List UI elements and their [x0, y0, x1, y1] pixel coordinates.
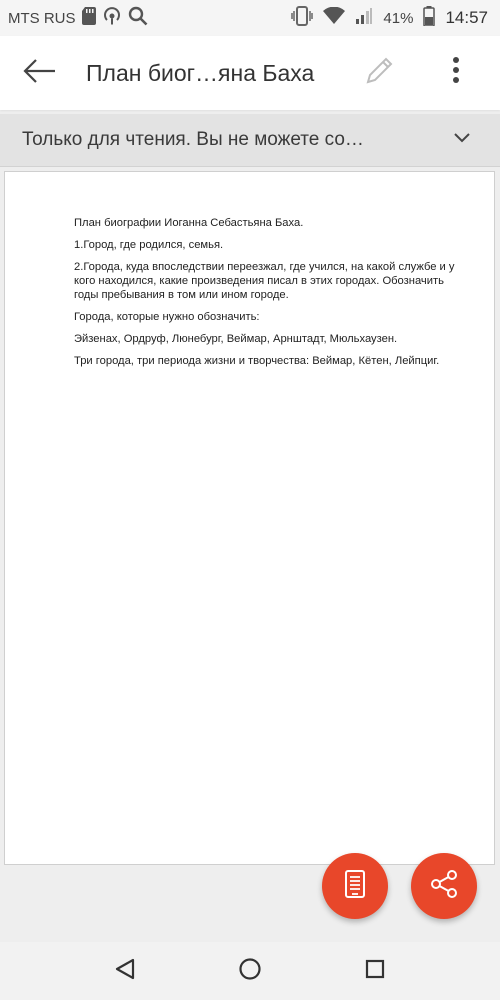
- document-body: [74, 216, 466, 376]
- more-options-button[interactable]: [434, 50, 478, 94]
- doc-paragraph: Города, которые нужно обозначить:: [74, 311, 260, 323]
- doc-paragraph: Три города, три периода жизни и творчества: Веймар, Кётен, Лейпциг.: [74, 355, 440, 367]
- battery-icon: [423, 6, 435, 30]
- reader-mode-icon: [344, 870, 366, 903]
- signal-icon: [355, 7, 373, 29]
- edit-button[interactable]: [358, 50, 402, 94]
- share-icon: [429, 869, 459, 904]
- document-page[interactable]: [4, 171, 495, 865]
- nav-home-icon: [238, 957, 262, 986]
- sd-card-icon: [82, 7, 96, 29]
- app-bar: [0, 36, 500, 110]
- hotspot-icon: [102, 7, 122, 29]
- vibrate-icon: [291, 6, 313, 30]
- pencil-icon: [364, 54, 396, 91]
- read-only-message: Только для чтения. Вы не можете со…: [22, 129, 364, 150]
- read-only-banner[interactable]: [0, 114, 500, 167]
- battery-percent: 41%: [383, 9, 414, 27]
- search-icon: [128, 6, 148, 30]
- expand-banner-button[interactable]: [448, 126, 476, 154]
- reader-mode-button[interactable]: [322, 853, 388, 919]
- doc-paragraph: 1.Город, где родился, семья.: [74, 239, 224, 251]
- status-bar: [0, 0, 500, 36]
- doc-paragraph: План биографии Иоганна Себастьяна Баха.: [74, 217, 304, 229]
- back-button[interactable]: [14, 48, 64, 98]
- back-arrow-icon: [22, 58, 56, 89]
- nav-home-button[interactable]: [235, 956, 265, 986]
- more-vert-icon: [452, 56, 460, 89]
- wifi-icon: [323, 7, 345, 29]
- navigation-bar: [0, 942, 500, 1000]
- nav-recents-button[interactable]: [360, 956, 390, 986]
- nav-back-button[interactable]: [110, 956, 140, 986]
- chevron-down-icon: [453, 131, 471, 149]
- carrier-name: MTS RUS: [8, 9, 76, 27]
- clock-time: 14:57: [445, 8, 488, 27]
- doc-paragraph: 2.Города, куда впоследствии переезжал, где учился, на какой службе и у кого находился, какие произведения писал в этих городах. Обозначить годы пребывания в том или ином городе.: [74, 261, 455, 301]
- nav-recents-icon: [365, 959, 385, 984]
- share-button[interactable]: [411, 853, 477, 919]
- document-title: План биог…яна Баха: [86, 59, 315, 86]
- nav-back-icon: [114, 958, 136, 985]
- doc-paragraph: Эйзенах, Ордруф, Люнебург, Веймар, Арнштадт, Мюльхаузен.: [74, 333, 398, 345]
